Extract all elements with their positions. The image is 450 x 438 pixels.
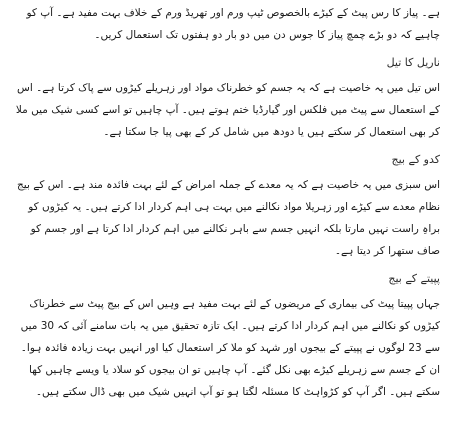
section-pumpkin-seeds [8, 150, 440, 262]
section-heading-papaya-seeds: پپیتے کے بیج [388, 272, 440, 285]
section-paragraph-pumpkin-seeds: اس سبزی میں یہ خاصیت ہے کہ یہ معدے کے جملہ امراض کے لئے بہت فائدہ مند ہے۔ اس کے بیج نظام معدے سے کیڑے اور زہریلا مواد نکالنے میں بہت ہی اہم کردار ادا کرتے ہیں۔ یہ کیڑوں کو براہِ راست نہیں مارتا بلکہ انہیں جسم سے باہر نکالنے میں اہم کردار ادا کرتا ہے اور جسم کو صاف ستھرا کر دیتا ہے۔ [17, 179, 440, 257]
section-heading-pumpkin-seeds: کدو کے بیج [391, 153, 440, 166]
intro-paragraph: ہے۔ پیاز کا رس پیٹ کے کیڑے بالخصوص ٹیپ ورم اور تھریڈ ورم کے خلاف بہت مفید ہے۔ آپ کو چاہیے کہ دو بڑے چمچ پیاز کا جوس دن میں دو بار دو ہفتوں تک استعمال کریں۔ [26, 7, 440, 41]
section-coconut-oil [8, 53, 440, 143]
section-papaya-seeds [8, 269, 440, 403]
section-paragraph-papaya-seeds: جہاں پپیتا پیٹ کی بیماری کے مریضوں کے لئے بہت مفید ہے وہیں اس کے بیج پیٹ سے خطرناک کیڑوں کو نکالنے میں اہم کردار ادا کرتے ہیں۔ ایک تازہ تحقیق میں یہ بات سامنے آئی کہ 30 میں سے 23 لوگوں نے پپیتے کے بیجوں اور شہد کو ملا کر استعمال کیا اور انہیں بہت زیادہ فائدہ ہوا۔ ان کے جسم سے زہریلے کیڑے بھی نکل گئے۔ آپ چاہیں تو ان بیجوں کو سلاد یا ویسے چاہیں کھا سکتے ہیں۔ اگر آپ کو کڑواہٹ کا مسئلہ لگتا ہو تو آپ انہیں شیک میں بھی ڈال سکتے ہیں۔ [20, 298, 440, 398]
section-paragraph-coconut-oil: اس تیل میں یہ خاصیت ہے کہ یہ جسم کو خطرناک مواد اور زہریلے کیڑوں سے پاک کرتا ہے۔ اس کے استعمال سے پیٹ میں فلکس اور گیارڈیا ختم ہوتے ہیں۔ آپ چاہیں تو اسے کسی شیک میں ملا کر بھی استعمال کر سکتے ہیں یا دودھ میں شامل کر کے بھی پیا جا سکتا ہے۔ [15, 82, 440, 138]
section-heading-coconut-oil: ناریل کا تیل [386, 56, 440, 69]
